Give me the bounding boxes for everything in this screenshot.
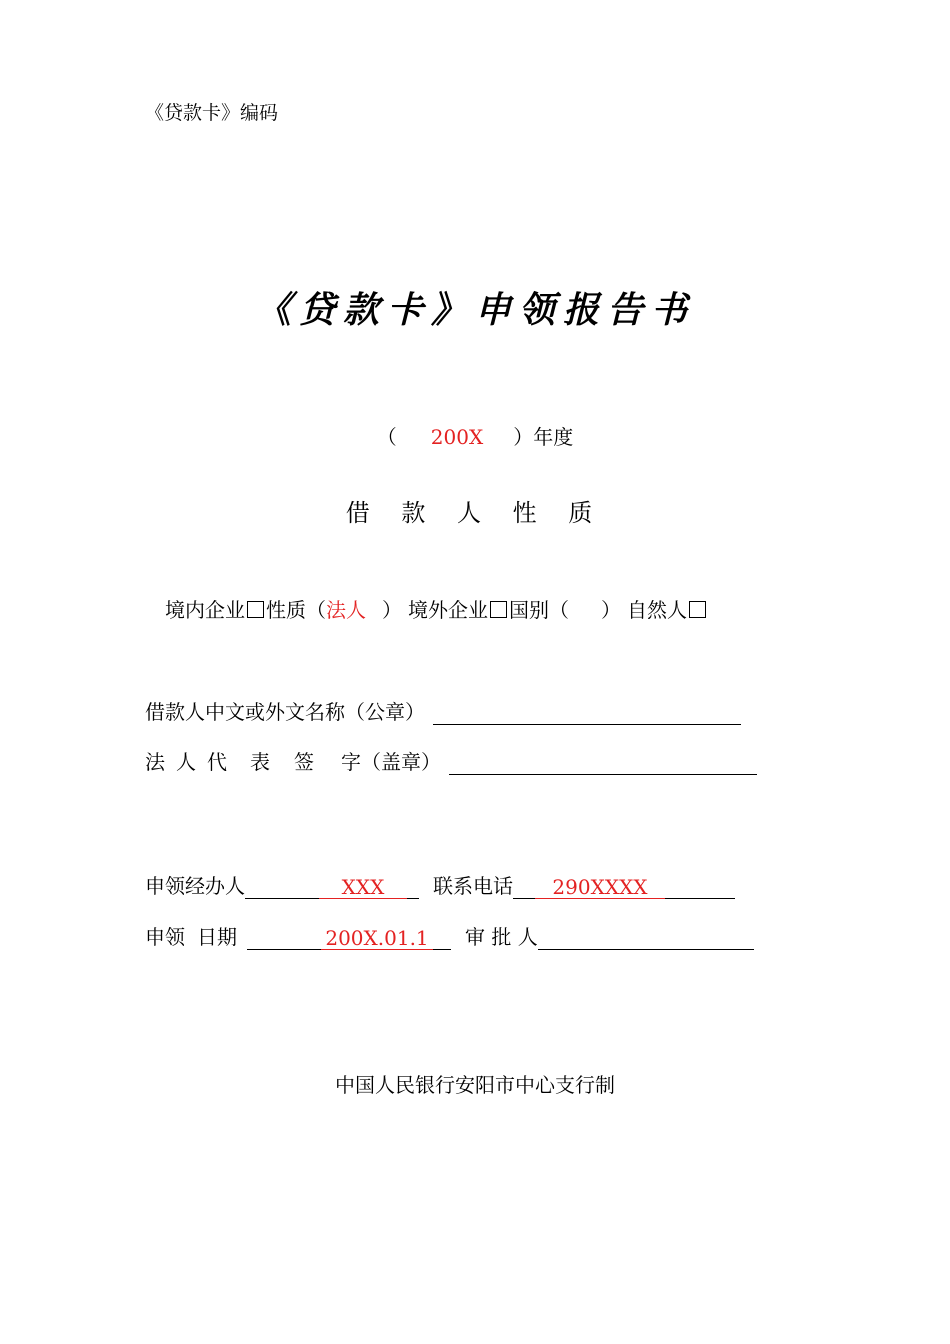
borrower-name-field[interactable] <box>433 704 741 725</box>
natural-person-label: 自然人 <box>627 598 687 622</box>
loan-card-code-label: 《贷款卡》编码 <box>145 102 279 124</box>
borrower-nature-options <box>165 594 708 623</box>
year-value: 200X <box>430 425 484 449</box>
natural-person-checkbox[interactable] <box>689 601 706 618</box>
legal-rep-suffix: （盖章） <box>361 750 441 774</box>
handler-value[interactable]: XXX <box>319 876 407 899</box>
country-close: ） <box>601 598 621 622</box>
phone-value[interactable]: 290XXXX <box>535 876 665 899</box>
year-open-paren: （ <box>376 425 397 449</box>
foreign-enterprise-checkbox[interactable] <box>490 601 507 618</box>
approver-label: 审 批 人 <box>465 925 538 949</box>
date-label-part1: 申领 <box>145 925 185 949</box>
nature-label: 性质（ <box>266 598 326 622</box>
date-value[interactable]: 200X.01.1 <box>321 927 433 950</box>
legal-rep-label: 法 人 代 表 签 字 <box>145 750 361 774</box>
domestic-enterprise-label: 境内企业 <box>165 598 245 622</box>
handler-label: 申领经办人 <box>145 874 245 898</box>
issuing-organization: 中国人民银行安阳市中心支行制 <box>335 1073 615 1097</box>
foreign-enterprise-label: 境外企业 <box>408 598 488 622</box>
borrower-name-row <box>145 696 741 725</box>
approver-field[interactable] <box>538 927 754 950</box>
nature-value: 法人 <box>326 598 366 622</box>
year-line <box>0 421 950 450</box>
handler-row <box>145 870 735 899</box>
borrower-nature-heading: 借 款 人 性 质 <box>345 499 605 527</box>
country-label: 国别（ <box>509 598 569 622</box>
domestic-enterprise-checkbox[interactable] <box>247 601 264 618</box>
legal-rep-signature-field[interactable] <box>449 754 757 775</box>
phone-label: 联系电话 <box>433 874 513 898</box>
date-label-part2: 日期 <box>197 925 237 949</box>
date-row <box>145 921 754 950</box>
legal-rep-row <box>145 746 757 775</box>
borrower-name-label: 借款人中文或外文名称（公章） <box>145 700 425 724</box>
year-suffix: ）年度 <box>513 425 574 449</box>
page-title: 《贷款卡》申领报告书 <box>254 289 695 331</box>
nature-close: ） <box>382 598 402 622</box>
